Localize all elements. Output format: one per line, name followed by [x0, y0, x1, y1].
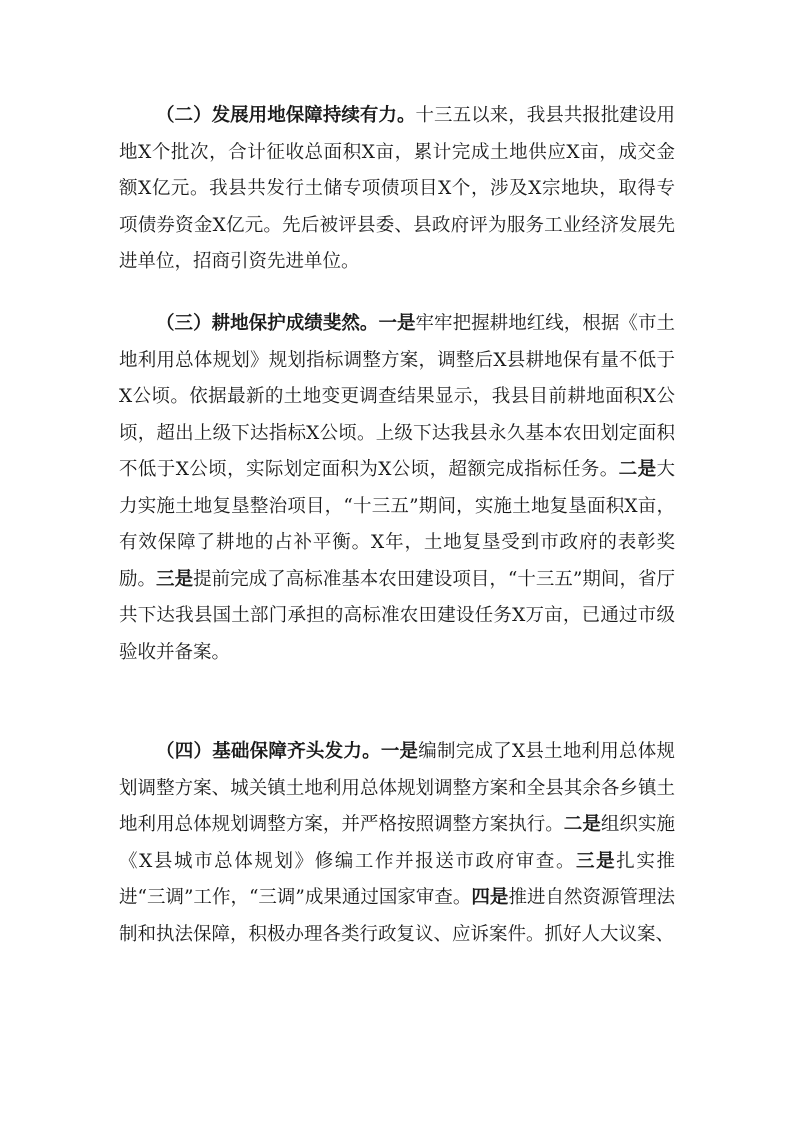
paragraph-text: 扎实推进“三调”工作，“三调”成果通过国家审查。	[119, 850, 675, 908]
paragraph-text: 提前完成了高标准基本农田建设项目，“十三五”期间，省厅共下达我县国土部门承担的高标准农田建设任务X万亩，已通过市级验收并备案。	[119, 568, 675, 663]
paragraph-text: 组织实施《X县城市总体规划》修编工作并报送市政府审查。	[119, 814, 675, 872]
item-marker: 三是	[576, 850, 617, 872]
paragraph-text: 编制完成了X县土地利用总体规划调整方案、城关镇土地利用总体规划调整方案和全县其余各乡镇土地利用总体规划调整方案，并严格按照调整方案执行。	[119, 741, 675, 835]
item-marker: 二是	[618, 459, 657, 480]
paragraph-text: 十三五以来，我县共报批建设用地X个批次，合计征收总面积X亩，累计完成土地供应X亩，成交金额X亿元。我县共发行土储专项债项目X个，涉及X宗地块，取得专项债券资金X亿元。先后被评县委、县政府评为服务工业经济发展先进单位，招商引资先进单位。	[119, 105, 675, 272]
section-heading: （二）发展用地保障持续有力。	[156, 105, 416, 126]
section-heading: （三）耕地保护成绩斐然。	[156, 313, 379, 334]
paragraph-text: 大力实施土地复垦整治项目，“十三五”期间，实施土地复垦面积X亩，有效保障了耕地的占补平衡。X年，土地复垦受到市政府的表彰奖励。	[119, 459, 675, 590]
item-marker: 一是	[380, 741, 419, 762]
paragraph-text: 牢牢把握耕地红线，根据《市土地利用总体规划》规划指标调整方案，调整后X县耕地保有量不低于X公顷。依据最新的土地变更调查结果显示，我县目前耕地面积X公顷，超出上级下达指标X公顷。上级下达我县永久基本农田划定面积不低于X公顷，实际划定面积为X公顷，超额完成指标任务。	[119, 313, 675, 480]
paragraph-farmland-protection	[119, 306, 675, 671]
section-heading: （四）基础保障齐头发力。	[156, 741, 381, 762]
item-marker: 三是	[156, 568, 194, 590]
item-marker: 四是	[471, 887, 509, 908]
paragraph-land-use-guarantee	[119, 98, 675, 281]
paragraph-basic-guarantee	[119, 734, 675, 953]
item-marker: 一是	[378, 313, 416, 334]
item-marker: 二是	[563, 814, 601, 835]
paragraph-text: 推进自然资源管理法制和执法保障，积极办理各类行政复议、应诉案件。抓好人大议案、	[119, 887, 675, 945]
